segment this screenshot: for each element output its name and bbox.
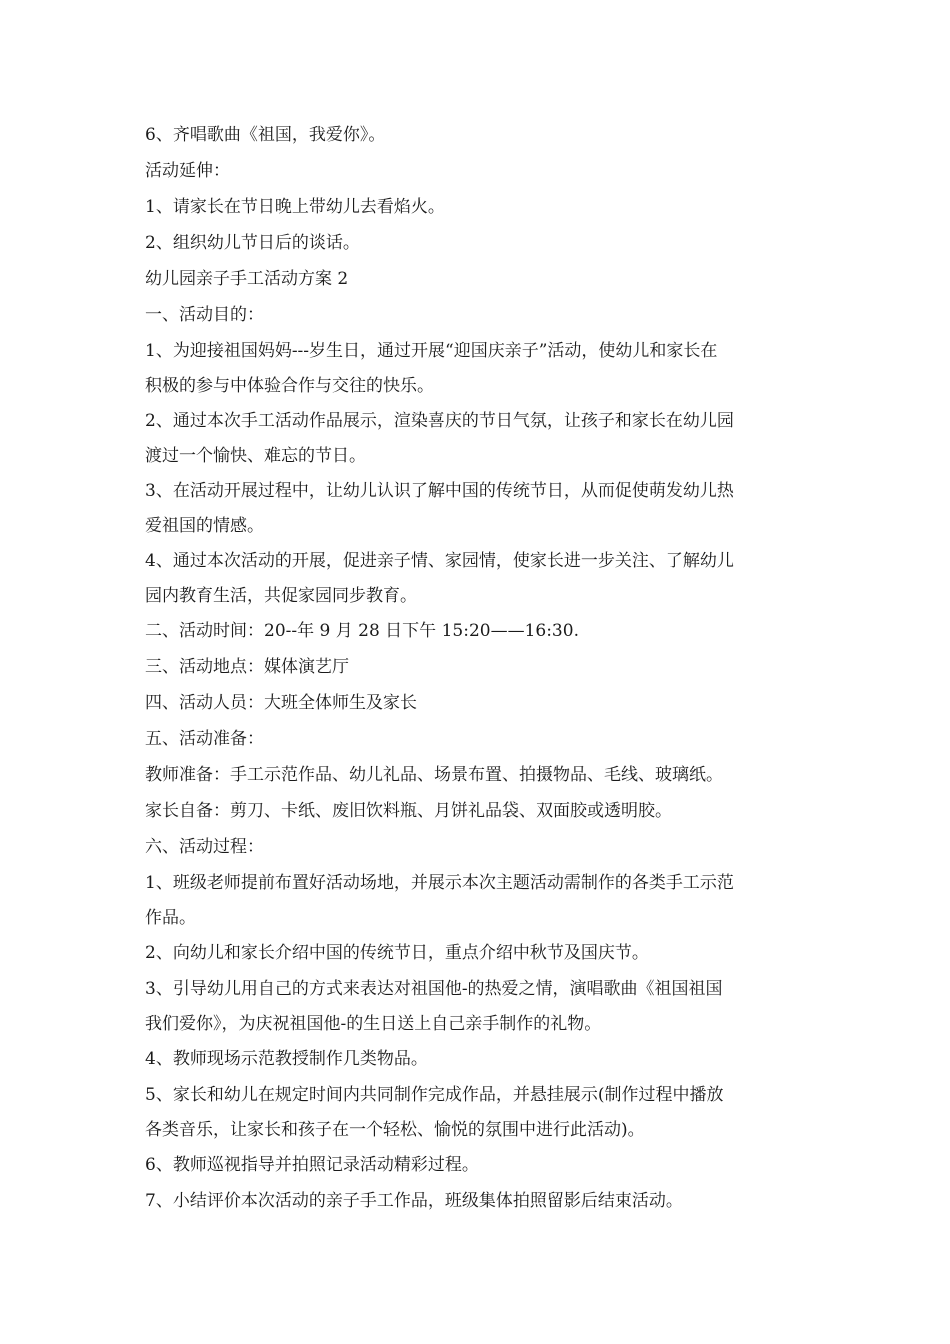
paragraph-line: 4、教师现场示范教授制作几类物品。	[145, 1049, 428, 1069]
paragraph-continuation-line: 渡过一个愉快、难忘的节日。	[145, 446, 366, 466]
paragraph-continuation-line: 积极的参与中体验合作与交往的快乐。	[145, 376, 434, 396]
paragraph-line: 2、组织幼儿节日后的谈话。	[145, 233, 360, 253]
paragraph-line: 7、小结评价本次活动的亲子手工作品，班级集体拍照留影后结束活动。	[145, 1191, 683, 1211]
paragraph-continuation-line: 各类音乐，让家长和孩子在一个轻松、愉悦的氛围中进行此活动)。	[145, 1120, 645, 1140]
paragraph-line: 一、活动目的：	[145, 305, 264, 325]
paragraph-continuation-line: 园内教育生活，共促家园同步教育。	[145, 586, 417, 606]
paragraph-line: 1、班级老师提前布置好活动场地，并展示本次主题活动需制作的各类手工示范	[145, 873, 734, 893]
paragraph-continuation-line: 作品。	[145, 908, 196, 928]
paragraph-continuation-line: 爱祖国的情感。	[145, 516, 264, 536]
paragraph-line: 2、向幼儿和家长介绍中国的传统节日，重点介绍中秋节及国庆节。	[145, 943, 649, 963]
paragraph-line: 教师准备：手工示范作品、幼儿礼品、场景布置、拍摄物品、毛线、玻璃纸。	[145, 765, 723, 785]
document-body	[145, 117, 810, 1219]
paragraph-line: 1、请家长在节日晚上带幼儿去看焰火。	[145, 197, 445, 217]
paragraph-line: 三、活动地点：媒体演艺厅	[145, 657, 349, 677]
paragraph-line: 幼儿园亲子手工活动方案 2	[145, 269, 349, 289]
paragraph-continuation-line: 我们爱你》，为庆祝祖国他-的生日送上自己亲手制作的礼物。	[145, 1014, 602, 1034]
paragraph-line: 五、活动准备：	[145, 729, 264, 749]
paragraph-line: 家长自备：剪刀、卡纸、废旧饮料瓶、月饼礼品袋、双面胶或透明胶。	[145, 801, 672, 821]
paragraph-line: 4、通过本次活动的开展，促进亲子情、家园情，使家长进一步关注、了解幼儿	[145, 551, 734, 571]
paragraph-line: 6、齐唱歌曲《祖国，我爱你》。	[145, 125, 386, 145]
paragraph-line: 6、教师巡视指导并拍照记录活动精彩过程。	[145, 1155, 479, 1175]
paragraph-line: 3、引导幼儿用自己的方式来表达对祖国他-的热爱之情，演唱歌曲《祖国祖国	[145, 979, 723, 999]
paragraph-line: 六、活动过程：	[145, 837, 264, 857]
paragraph-line: 1、为迎接祖国妈妈---岁生日，通过开展“迎国庆亲子”活动，使幼儿和家长在	[145, 341, 718, 361]
paragraph-line: 5、家长和幼儿在规定时间内共同制作完成作品，并悬挂展示(制作过程中播放	[145, 1085, 724, 1105]
paragraph-line: 活动延伸：	[145, 161, 230, 181]
paragraph-line: 二、活动时间：20--年 9 月 28 日下午 15:20——16:30.	[145, 621, 579, 641]
paragraph-line: 3、在活动开展过程中，让幼儿认识了解中国的传统节日，从而促使萌发幼儿热	[145, 481, 734, 501]
paragraph-line: 四、活动人员：大班全体师生及家长	[145, 693, 417, 713]
paragraph-line: 2、通过本次手工活动作品展示，渲染喜庆的节日气氛，让孩子和家长在幼儿园	[145, 411, 734, 431]
